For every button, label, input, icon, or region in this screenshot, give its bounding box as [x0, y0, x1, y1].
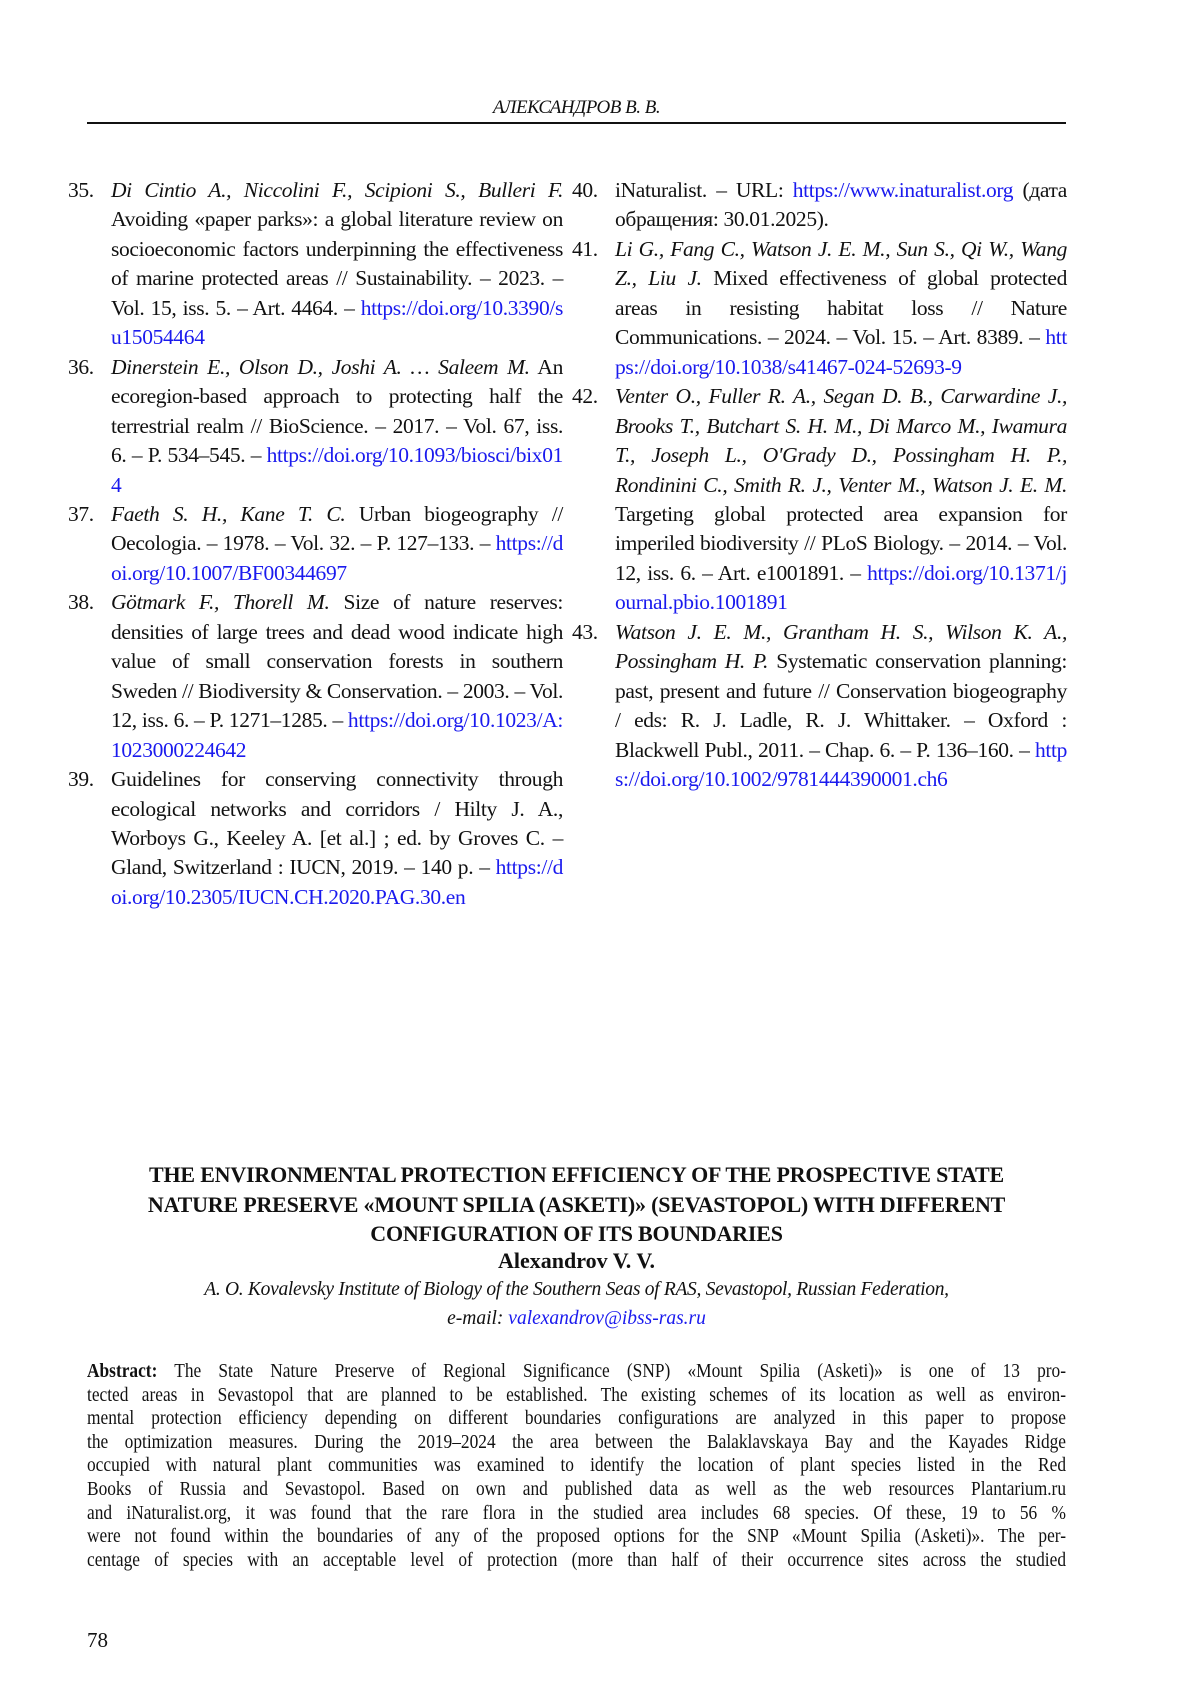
reference-number: 37.	[68, 501, 94, 526]
reference-text: Urban biogeography // Oecologia. – 1978. – Vol. 32. – P. 127–133. –	[111, 501, 563, 556]
abstract-label: Abstract:	[87, 1361, 158, 1382]
references-right-column	[572, 176, 1067, 795]
email-label: e-mail:	[447, 1308, 509, 1329]
reference-item	[68, 765, 563, 912]
abstract-text: centage of species with an acceptable level of protection (more than half of their occurrence sites across the studied	[87, 1549, 1066, 1571]
reference-number: 38.	[68, 590, 94, 615]
email-link[interactable]: valexandrov@ibss-ras.ru	[508, 1308, 706, 1329]
reference-link[interactable]: https://doi.org/10.3390/su15054464	[111, 295, 563, 350]
running-head: АЛЕКСАНДРОВ В. В.	[492, 97, 661, 118]
reference-authors: Dinerstein E., Olson D., Joshi A. … Saleem M.	[111, 354, 530, 379]
reference-item	[68, 500, 563, 588]
reference-item	[572, 618, 1067, 795]
reference-number: 35.	[68, 178, 94, 202]
reference-item	[572, 176, 1067, 235]
reference-number: 39.	[68, 767, 94, 792]
abstract-line	[87, 1360, 1066, 1384]
reference-number: 40.	[572, 178, 598, 202]
reference-number: 43.	[572, 619, 598, 644]
abstract-text: The State Nature Preserve of Regional Significance (SNP) «Mount Spilia (Asketi)» is one of 13 pro-	[174, 1361, 1067, 1382]
reference-text: iNaturalist. – URL:	[615, 178, 793, 202]
abstract-line	[87, 1407, 1066, 1431]
reference-link[interactable]: https://doi.org/10.1371/journal.pbio.1001891	[615, 560, 1067, 615]
reference-item	[572, 235, 1067, 382]
reference-text: Size of nature reserves: densities of large trees and dead wood indicate high value of small conservation forests in southern Sweden // Biodiversity & Conservation. – 2003. – Vol. 12, iss. 6. – P. 1271–1285. –	[111, 590, 563, 733]
abstract	[87, 1360, 1066, 1572]
abstract-line	[87, 1478, 1066, 1502]
abstract-line	[87, 1454, 1066, 1478]
author-email-line	[87, 1308, 1066, 1330]
abstract-text: occupied with natural plant communities was examined to identify the location of plant species listed in the Red	[87, 1455, 1066, 1477]
abstract-text: and iNaturalist.org, it was found that the rare flora in the studied area includes 68 species. Of these, 19 to 56 %	[87, 1502, 1066, 1524]
reference-number: 36.	[68, 354, 94, 379]
reference-text: Systematic conservation planning: past, present and future // Conservation biogeography / eds: R. J. Ladle, R. J. Whittaker. – Oxford : Blackwell Publ., 2011. – Chap. 6. – P. 136–160. –	[615, 649, 1068, 762]
author-affiliation: A. O. Kovalevsky Institute of Biology of the Southern Seas of RAS, Sevastopol, Russian Federation,	[204, 1279, 949, 1300]
reference-text: (дата обращения: 30.01.2025).	[615, 178, 1067, 232]
reference-link[interactable]: https://doi.org/10.1023/A:1023000224642	[111, 708, 563, 762]
abstract-line	[87, 1431, 1066, 1455]
reference-authors: Venter O., Fuller R. A., Segan D. B., Carwardine J., Brooks T., Butchart S. H. M., Di Marco M., Iwamura T., Joseph L., O'Grady D., Possingham H. P., Rondinini C., Smith R. J., Venter M., Watson J. E. M.	[615, 384, 1067, 497]
reference-item	[572, 382, 1067, 618]
abstract-text: were not found within the boundaries of any of the proposed options for the SNP «Mount Spilia (Asketi)». The per-	[87, 1526, 1066, 1548]
abstract-line	[87, 1549, 1066, 1573]
references-left-column	[68, 176, 563, 912]
reference-item	[68, 588, 563, 765]
reference-text: Avoiding «paper parks»: a global literature review on socioeconomic factors underpinning the effectiveness of marine protected areas // Sustainability. – 2023. – Vol. 15, iss. 5. – Art. 4464. –	[111, 207, 563, 320]
header-rule	[87, 122, 1066, 124]
reference-number: 41.	[572, 236, 598, 261]
article-title	[87, 1160, 1066, 1249]
reference-authors: Faeth S. H., Kane T. C.	[111, 501, 346, 526]
article-author: Alexandrov V. V.	[498, 1248, 655, 1273]
reference-number: 42.	[572, 384, 598, 409]
reference-link[interactable]: https://doi.org/10.1002/9781444390001.ch6	[615, 737, 1067, 792]
reference-authors: Li G., Fang C., Watson J. E. M., Sun S., Qi W., Wang Z., Liu J.	[615, 236, 1067, 291]
abstract-line	[87, 1525, 1066, 1549]
title-line: CONFIGURATION OF ITS BOUNDARIES	[370, 1221, 783, 1246]
reference-authors: Götmark F., Thorell M.	[111, 590, 330, 615]
abstract-line	[87, 1502, 1066, 1526]
abstract-text: tected areas in Sevastopol that are planned to be established. The existing schemes of its location as well as environ-	[87, 1384, 1066, 1406]
title-line: THE ENVIRONMENTAL PROTECTION EFFICIENCY OF THE PROSPECTIVE STATE	[149, 1162, 1004, 1187]
abstract-text: Books of Russia and Sevastopol. Based on own and published data as well as the web resources Plantarium.ru	[87, 1478, 1066, 1500]
reference-link[interactable]: https://www.inaturalist.org	[792, 178, 1014, 202]
reference-item	[68, 176, 563, 353]
reference-link[interactable]: https://doi.org/10.1093/biosci/bix014	[111, 443, 563, 497]
title-line: NATURE PRESERVE «MOUNT SPILIA (ASKETI)» (SEVASTOPOL) WITH DIFFERENT	[147, 1191, 1006, 1217]
reference-text: Guidelines for conserving connectivity through ecological networks and corridors / Hilty J. A., Worboys G., Keeley A. [et al.] ; ed. by Groves C. – Gland, Switzerland : IUCN, 2019. – 140 p. –	[111, 767, 563, 880]
reference-link[interactable]: https://doi.org/10.2305/IUCN.CH.2020.PAG.30.en	[111, 855, 563, 909]
reference-link[interactable]: https://doi.org/10.1038/s41467-024-52693-9	[615, 325, 1067, 379]
abstract-line	[87, 1384, 1066, 1408]
reference-link[interactable]: https://doi.org/10.1007/BF00344697	[111, 531, 563, 585]
reference-text: An ecoregion-based approach to protecting half the terrestrial realm // BioScience. – 2017. – Vol. 67, iss. 6. – P. 534–545. –	[111, 354, 563, 468]
reference-item	[68, 353, 563, 500]
reference-authors: Di Cintio A., Niccolini F., Scipioni S., Bulleri F.	[111, 178, 563, 202]
reference-text: Mixed effectiveness of global protected areas in resisting habitat loss // Nature Communications. – 2024. – Vol. 15. – Art. 8389. –	[615, 266, 1068, 350]
abstract-text: mental protection efficiency depending on different boundaries configurations are analyzed in this paper to propose	[87, 1408, 1066, 1430]
reference-authors: Watson J. E. M., Grantham H. S., Wilson K. A., Possingham H. P.	[615, 619, 1067, 674]
abstract-text: the optimization measures. During the 2019–2024 the area between the Balaklavskaya Bay and the Kayades Ridge	[87, 1431, 1066, 1453]
reference-text: Targeting global protected area expansion for imperiled biodiversity // PLoS Biology. – 2014. – Vol. 12, iss. 6. – Art. e1001891. –	[615, 501, 1067, 585]
page-number: 78	[87, 1628, 108, 1652]
